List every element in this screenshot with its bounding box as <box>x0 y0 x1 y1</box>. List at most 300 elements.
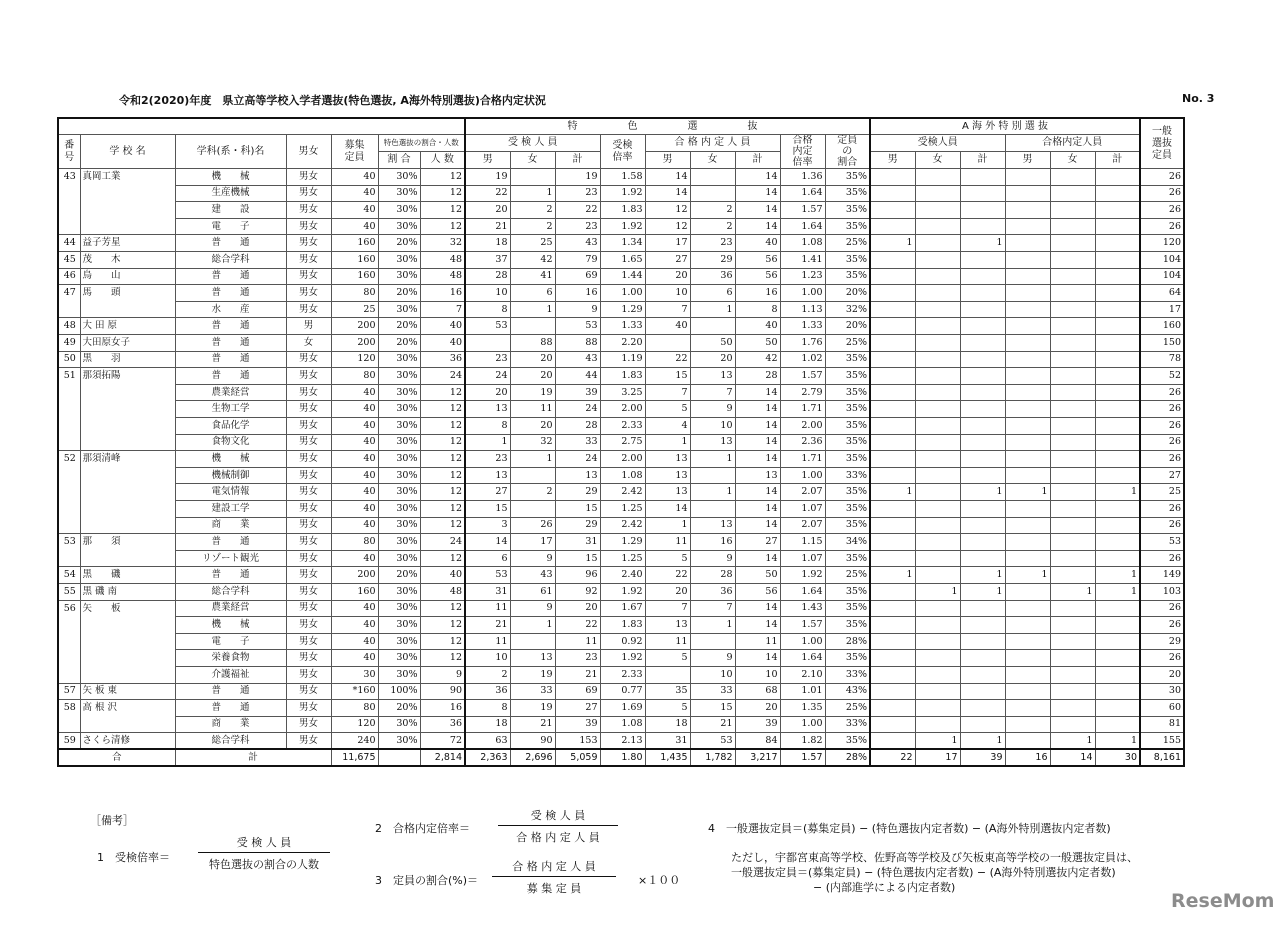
row-kaigai-goukaku-male <box>1005 418 1050 435</box>
row-kaigai-goukaku-female <box>1050 218 1095 235</box>
row-goukaku-total: 14 <box>735 401 780 418</box>
total-bf: 14 <box>1050 749 1095 766</box>
row-rate: 30% <box>378 301 420 318</box>
row-no: 56 <box>58 600 80 617</box>
row-num: 12 <box>420 434 465 451</box>
row-kaigai-goukaku-female: 1 <box>1050 583 1095 600</box>
row-kaigai-goukaku-female <box>1050 185 1095 202</box>
row-rate: 30% <box>378 418 420 435</box>
row-juken-bairitsu: 2.00 <box>600 451 645 468</box>
row-ippan: 26 <box>1140 600 1184 617</box>
row-goukaku-total: 14 <box>735 418 780 435</box>
row-kaigai-juken-total <box>960 517 1005 534</box>
row-ippan: 26 <box>1140 185 1184 202</box>
row-juken-male: 20 <box>465 384 510 401</box>
row-dept: 普 通 <box>175 268 286 285</box>
row-kaigai-juken-female <box>915 384 960 401</box>
row-ippan: 64 <box>1140 285 1184 302</box>
row-juken-male: 14 <box>465 534 510 551</box>
row-kaigai-juken-total <box>960 550 1005 567</box>
row-goukaku-female: 6 <box>690 285 735 302</box>
row-no <box>58 617 80 634</box>
row-juken-bairitsu: 2.00 <box>600 401 645 418</box>
row-school <box>80 716 175 733</box>
row-goukaku-female: 7 <box>690 600 735 617</box>
row-juken-total: 22 <box>555 202 600 219</box>
row-num: 12 <box>420 600 465 617</box>
row-goukaku-male: 15 <box>645 368 690 385</box>
row-school: 大 田 原 <box>80 318 175 335</box>
row-goukaku-female <box>690 318 735 335</box>
note4-line2: ただし，宇都宮東高等学校、佐野高等学校及び矢板東高等学校の一般選抜定員は、 <box>731 851 1138 864</box>
row-juken-total: 29 <box>555 517 600 534</box>
row-teiin-wariai: 35% <box>825 252 870 269</box>
row-school <box>80 666 175 683</box>
row-juken-female: 9 <box>510 550 555 567</box>
row-juken-male: 19 <box>465 169 510 186</box>
row-kaigai-juken-male <box>870 600 915 617</box>
row-rate: 30% <box>378 268 420 285</box>
row-kaigai-juken-total <box>960 600 1005 617</box>
row-kaigai-juken-female <box>915 633 960 650</box>
table-row <box>58 301 1184 318</box>
row-sex: 男女 <box>286 185 331 202</box>
header-kaigai-juken-female: 女 <box>915 152 960 169</box>
row-juken-total: 88 <box>555 335 600 352</box>
row-juken-female: 33 <box>510 683 555 700</box>
header-juken-bairitsu: 受検 倍率 <box>600 135 645 169</box>
row-kaigai-juken-total <box>960 185 1005 202</box>
row-goukaku-female: 9 <box>690 401 735 418</box>
row-kaigai-goukaku-female <box>1050 617 1095 634</box>
row-kaigai-juken-male <box>870 617 915 634</box>
row-juken-female: 2 <box>510 202 555 219</box>
row-juken-bairitsu: 1.83 <box>600 368 645 385</box>
row-teiin-wariai: 35% <box>825 202 870 219</box>
row-teiin-wariai: 25% <box>825 235 870 252</box>
total-tr: 28% <box>825 749 870 766</box>
row-kaigai-juken-female <box>915 368 960 385</box>
row-teiin-wariai: 35% <box>825 451 870 468</box>
row-kaigai-goukaku-female <box>1050 235 1095 252</box>
row-sex: 男女 <box>286 218 331 235</box>
row-goukaku-bairitsu: 1.35 <box>780 700 825 717</box>
table-row <box>58 484 1184 501</box>
row-teiin-wariai: 33% <box>825 716 870 733</box>
row-juken-total: 39 <box>555 716 600 733</box>
row-kaigai-goukaku-male <box>1005 401 1050 418</box>
row-cap: 40 <box>331 202 378 219</box>
row-juken-total: 31 <box>555 534 600 551</box>
row-kaigai-goukaku-male <box>1005 235 1050 252</box>
row-no <box>58 202 80 219</box>
row-kaigai-juken-total <box>960 666 1005 683</box>
row-juken-bairitsu: 1.67 <box>600 600 645 617</box>
row-kaigai-juken-female <box>915 268 960 285</box>
row-teiin-wariai: 35% <box>825 650 870 667</box>
row-kaigai-goukaku-total <box>1095 467 1140 484</box>
row-no: 45 <box>58 252 80 269</box>
row-kaigai-goukaku-male <box>1005 733 1050 750</box>
row-school: 真岡工業 <box>80 169 175 186</box>
row-sex: 男女 <box>286 733 331 750</box>
row-dept: 普 通 <box>175 368 286 385</box>
row-goukaku-male: 4 <box>645 418 690 435</box>
row-teiin-wariai: 35% <box>825 384 870 401</box>
row-juken-female: 90 <box>510 733 555 750</box>
row-kaigai-juken-female <box>915 517 960 534</box>
row-school: 黒 羽 <box>80 351 175 368</box>
row-kaigai-goukaku-total <box>1095 550 1140 567</box>
row-kaigai-juken-male <box>870 517 915 534</box>
row-num: 36 <box>420 351 465 368</box>
row-juken-total: 53 <box>555 318 600 335</box>
row-num: 24 <box>420 368 465 385</box>
page-number: No. 3 <box>1182 92 1215 105</box>
row-ippan: 26 <box>1140 517 1184 534</box>
row-dept: 普 通 <box>175 567 286 584</box>
row-school: 那 須 <box>80 534 175 551</box>
row-goukaku-bairitsu: 1.36 <box>780 169 825 186</box>
header-blank <box>58 118 465 135</box>
row-juken-bairitsu: 3.25 <box>600 384 645 401</box>
row-kaigai-goukaku-female <box>1050 700 1095 717</box>
row-kaigai-juken-total <box>960 384 1005 401</box>
row-goukaku-total: 16 <box>735 285 780 302</box>
row-kaigai-goukaku-total <box>1095 301 1140 318</box>
row-cap: 160 <box>331 583 378 600</box>
row-sex: 男女 <box>286 700 331 717</box>
row-kaigai-goukaku-male <box>1005 534 1050 551</box>
header-ratio: 割 合 <box>378 152 420 169</box>
row-goukaku-bairitsu: 1.00 <box>780 285 825 302</box>
row-kaigai-juken-female <box>915 351 960 368</box>
row-goukaku-female: 1 <box>690 451 735 468</box>
row-juken-female: 21 <box>510 716 555 733</box>
row-kaigai-goukaku-total <box>1095 401 1140 418</box>
row-dept: 普 通 <box>175 351 286 368</box>
row-num: 24 <box>420 534 465 551</box>
row-goukaku-bairitsu: 2.10 <box>780 666 825 683</box>
row-kaigai-goukaku-male <box>1005 633 1050 650</box>
table-row <box>58 467 1184 484</box>
row-goukaku-female <box>690 169 735 186</box>
row-kaigai-goukaku-male <box>1005 467 1050 484</box>
row-juken-male: 23 <box>465 351 510 368</box>
row-juken-female: 41 <box>510 268 555 285</box>
header-juken-female: 女 <box>510 152 555 169</box>
row-kaigai-juken-female <box>915 301 960 318</box>
row-kaigai-juken-female <box>915 318 960 335</box>
row-goukaku-bairitsu: 2.36 <box>780 434 825 451</box>
row-school: 大田原女子 <box>80 335 175 352</box>
row-juken-total: 22 <box>555 617 600 634</box>
row-goukaku-bairitsu: 1.57 <box>780 368 825 385</box>
row-num: 12 <box>420 484 465 501</box>
row-goukaku-male: 14 <box>645 169 690 186</box>
row-sex: 男女 <box>286 550 331 567</box>
row-kaigai-goukaku-male <box>1005 384 1050 401</box>
row-sex: 男女 <box>286 716 331 733</box>
total-bt: 30 <box>1095 749 1140 766</box>
row-juken-male: 36 <box>465 683 510 700</box>
row-goukaku-total: 20 <box>735 700 780 717</box>
row-dept: 総合学科 <box>175 252 286 269</box>
row-juken-male: 18 <box>465 235 510 252</box>
row-goukaku-male: 5 <box>645 700 690 717</box>
row-juken-bairitsu: 1.92 <box>600 650 645 667</box>
row-ippan: 160 <box>1140 318 1184 335</box>
row-ippan: 26 <box>1140 550 1184 567</box>
row-cap: 200 <box>331 567 378 584</box>
row-juken-female: 26 <box>510 517 555 534</box>
row-num: 12 <box>420 617 465 634</box>
row-kaigai-juken-female <box>915 650 960 667</box>
row-goukaku-female: 16 <box>690 534 735 551</box>
row-rate: 20% <box>378 235 420 252</box>
row-goukaku-female: 10 <box>690 418 735 435</box>
row-school: さくら清修 <box>80 733 175 750</box>
row-kaigai-juken-male <box>870 683 915 700</box>
row-kaigai-juken-female <box>915 169 960 186</box>
table-body <box>58 169 1184 750</box>
row-kaigai-juken-total <box>960 218 1005 235</box>
row-ippan: 60 <box>1140 700 1184 717</box>
row-juken-male: 23 <box>465 451 510 468</box>
row-kaigai-juken-male <box>870 534 915 551</box>
row-kaigai-juken-total <box>960 401 1005 418</box>
row-num: 16 <box>420 700 465 717</box>
admission-table <box>57 117 1185 767</box>
row-juken-total: 27 <box>555 700 600 717</box>
row-teiin-wariai: 35% <box>825 418 870 435</box>
row-kaigai-goukaku-total <box>1095 434 1140 451</box>
row-num: 12 <box>420 451 465 468</box>
row-juken-total: 15 <box>555 550 600 567</box>
row-kaigai-juken-female <box>915 252 960 269</box>
row-goukaku-total: 28 <box>735 368 780 385</box>
header-goukaku-male: 男 <box>645 152 690 169</box>
header-ratio-group: 特色選抜の割合・人数 <box>378 135 465 152</box>
row-kaigai-juken-total <box>960 285 1005 302</box>
table-row <box>58 666 1184 683</box>
row-kaigai-goukaku-male <box>1005 351 1050 368</box>
row-goukaku-male: 11 <box>645 534 690 551</box>
row-goukaku-male: 5 <box>645 550 690 567</box>
row-juken-total: 33 <box>555 434 600 451</box>
row-juken-bairitsu: 1.65 <box>600 252 645 269</box>
row-juken-total: 153 <box>555 733 600 750</box>
row-goukaku-male: 20 <box>645 268 690 285</box>
row-juken-male: 27 <box>465 484 510 501</box>
row-juken-female: 25 <box>510 235 555 252</box>
row-goukaku-total: 11 <box>735 633 780 650</box>
row-goukaku-male: 1 <box>645 434 690 451</box>
row-rate: 30% <box>378 550 420 567</box>
row-kaigai-juken-total <box>960 451 1005 468</box>
row-no: 58 <box>58 700 80 717</box>
row-juken-female: 20 <box>510 418 555 435</box>
row-juken-female: 11 <box>510 401 555 418</box>
row-kaigai-juken-male <box>870 650 915 667</box>
row-school: 馬 頭 <box>80 285 175 302</box>
row-juken-male: 13 <box>465 467 510 484</box>
row-goukaku-female: 20 <box>690 351 735 368</box>
row-kaigai-goukaku-female <box>1050 268 1095 285</box>
row-goukaku-male: 22 <box>645 567 690 584</box>
row-cap: 40 <box>331 218 378 235</box>
row-dept: 建設工学 <box>175 500 286 517</box>
row-kaigai-juken-total <box>960 268 1005 285</box>
row-juken-total: 28 <box>555 418 600 435</box>
total-label-b: 計 <box>175 749 331 766</box>
row-goukaku-total: 50 <box>735 567 780 584</box>
row-kaigai-juken-female: 1 <box>915 583 960 600</box>
row-juken-male: 37 <box>465 252 510 269</box>
table-row <box>58 550 1184 567</box>
row-kaigai-juken-total <box>960 202 1005 219</box>
row-sex: 男女 <box>286 583 331 600</box>
row-num: 12 <box>420 185 465 202</box>
row-num: 12 <box>420 633 465 650</box>
row-kaigai-goukaku-female <box>1050 252 1095 269</box>
row-school <box>80 434 175 451</box>
row-goukaku-male: 20 <box>645 583 690 600</box>
header-ninzu: 人 数 <box>420 152 465 169</box>
row-juken-bairitsu: 1.44 <box>600 268 645 285</box>
table-row <box>58 368 1184 385</box>
row-juken-male: 11 <box>465 633 510 650</box>
row-no <box>58 418 80 435</box>
row-dept: 栄養食物 <box>175 650 286 667</box>
total-bm: 16 <box>1005 749 1050 766</box>
row-school <box>80 633 175 650</box>
row-juken-bairitsu: 1.08 <box>600 467 645 484</box>
row-goukaku-female: 13 <box>690 517 735 534</box>
note4-line1: 4 一般選抜定員＝(募集定員) − (特色選抜内定者数) − (A海外特別選抜内定者数) <box>708 822 1111 835</box>
row-juken-female: 2 <box>510 484 555 501</box>
row-kaigai-goukaku-total <box>1095 368 1140 385</box>
row-ippan: 26 <box>1140 218 1184 235</box>
row-num: 7 <box>420 301 465 318</box>
row-kaigai-juken-female <box>915 218 960 235</box>
row-cap: 240 <box>331 733 378 750</box>
row-juken-male: 18 <box>465 716 510 733</box>
row-kaigai-goukaku-female <box>1050 550 1095 567</box>
row-kaigai-juken-total: 1 <box>960 235 1005 252</box>
header-kaigai-juken-total: 計 <box>960 152 1005 169</box>
row-kaigai-juken-total: 1 <box>960 484 1005 501</box>
row-teiin-wariai: 32% <box>825 301 870 318</box>
row-kaigai-goukaku-total <box>1095 617 1140 634</box>
row-dept: 商 業 <box>175 517 286 534</box>
row-sex: 男女 <box>286 600 331 617</box>
row-kaigai-goukaku-total <box>1095 252 1140 269</box>
row-kaigai-juken-total: 1 <box>960 583 1005 600</box>
row-juken-total: 15 <box>555 500 600 517</box>
row-num: 12 <box>420 401 465 418</box>
row-juken-total: 9 <box>555 301 600 318</box>
row-kaigai-juken-male <box>870 451 915 468</box>
row-rate: 30% <box>378 617 420 634</box>
row-num: 12 <box>420 202 465 219</box>
row-goukaku-total: 8 <box>735 301 780 318</box>
row-kaigai-goukaku-total <box>1095 666 1140 683</box>
row-rate: 30% <box>378 666 420 683</box>
row-ippan: 150 <box>1140 335 1184 352</box>
row-rate: 100% <box>378 683 420 700</box>
row-goukaku-male: 7 <box>645 301 690 318</box>
row-school: 那須拓陽 <box>80 368 175 385</box>
row-cap: 40 <box>331 633 378 650</box>
row-ippan: 26 <box>1140 617 1184 634</box>
row-sex: 男女 <box>286 169 331 186</box>
row-kaigai-goukaku-female <box>1050 517 1095 534</box>
row-juken-total: 11 <box>555 633 600 650</box>
row-kaigai-juken-total <box>960 716 1005 733</box>
row-juken-female: 20 <box>510 351 555 368</box>
row-goukaku-female: 7 <box>690 384 735 401</box>
row-cap: 40 <box>331 500 378 517</box>
total-gf: 1,782 <box>690 749 735 766</box>
row-ippan: 155 <box>1140 733 1184 750</box>
row-juken-female <box>510 169 555 186</box>
header-tokushoku: 特 色 選 抜 <box>465 118 870 135</box>
row-goukaku-bairitsu: 2.00 <box>780 418 825 435</box>
row-no <box>58 467 80 484</box>
row-kaigai-goukaku-total <box>1095 384 1140 401</box>
row-cap: 40 <box>331 550 378 567</box>
row-teiin-wariai: 43% <box>825 683 870 700</box>
row-cap: 25 <box>331 301 378 318</box>
row-ippan: 26 <box>1140 434 1184 451</box>
row-juken-male: 8 <box>465 418 510 435</box>
row-goukaku-female <box>690 185 735 202</box>
row-no <box>58 434 80 451</box>
row-goukaku-male: 18 <box>645 716 690 733</box>
row-juken-total: 79 <box>555 252 600 269</box>
row-ippan: 81 <box>1140 716 1184 733</box>
row-rate: 30% <box>378 384 420 401</box>
row-dept: 水 産 <box>175 301 286 318</box>
row-goukaku-bairitsu: 1.64 <box>780 583 825 600</box>
row-dept: 機 械 <box>175 169 286 186</box>
total-jr: 1.80 <box>600 749 645 766</box>
header-kaigai-goukaku-female: 女 <box>1050 152 1095 169</box>
table-row <box>58 700 1184 717</box>
row-kaigai-juken-female <box>915 484 960 501</box>
row-teiin-wariai: 20% <box>825 318 870 335</box>
row-dept: 機 械 <box>175 617 286 634</box>
row-goukaku-total: 56 <box>735 583 780 600</box>
row-goukaku-male: 7 <box>645 384 690 401</box>
row-goukaku-male: 14 <box>645 500 690 517</box>
header-gakka: 学科(系・科)名 <box>175 135 286 169</box>
row-kaigai-juken-female <box>915 617 960 634</box>
row-goukaku-female: 13 <box>690 434 735 451</box>
row-goukaku-male: 13 <box>645 451 690 468</box>
row-goukaku-total: 84 <box>735 733 780 750</box>
row-kaigai-goukaku-male <box>1005 683 1050 700</box>
row-no: 57 <box>58 683 80 700</box>
row-no <box>58 301 80 318</box>
row-goukaku-total: 14 <box>735 550 780 567</box>
row-rate: 30% <box>378 517 420 534</box>
row-kaigai-juken-total <box>960 650 1005 667</box>
row-teiin-wariai: 35% <box>825 550 870 567</box>
row-goukaku-female <box>690 500 735 517</box>
row-kaigai-goukaku-male <box>1005 218 1050 235</box>
